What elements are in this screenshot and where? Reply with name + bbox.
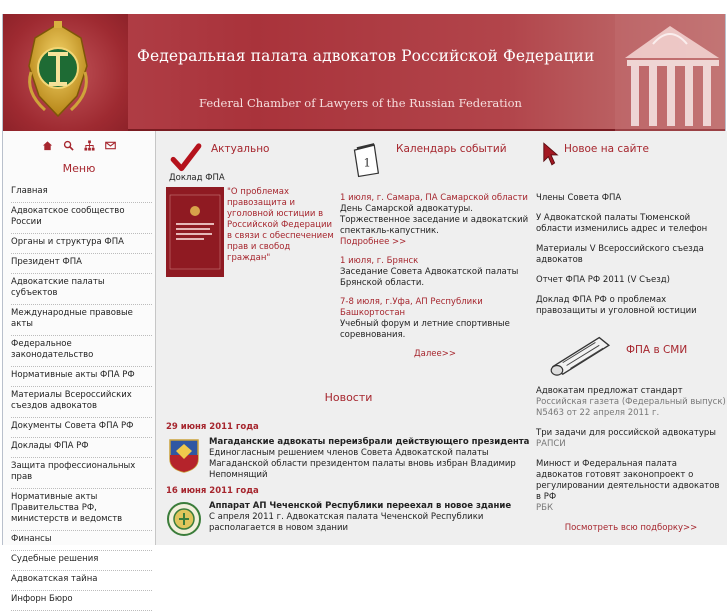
media-item-source: РАПСИ: [536, 439, 566, 449]
calendar-icon: [352, 139, 380, 181]
menu-title: Меню: [62, 162, 96, 175]
site-title-en: Federal Chamber of Lawyers of the Russian Federation: [199, 96, 522, 110]
calendar-more-link[interactable]: Далее>>: [414, 349, 456, 359]
sidebar-item-government-acts[interactable]: Нормативные акты Правительства РФ, министерств и ведомств: [11, 489, 152, 531]
latest-list: [536, 193, 726, 317]
sidebar-item-reports[interactable]: Доклады ФПА РФ: [11, 438, 152, 458]
sidebar-item-court-decisions[interactable]: Судебные решения: [11, 551, 152, 571]
sidebar-item-lawyer-secrecy[interactable]: Адвокатская тайна: [11, 571, 152, 591]
sidebar-item-council-documents[interactable]: Документы Совета ФПА РФ: [11, 418, 152, 438]
cursor-icon: [542, 141, 560, 167]
media-item-source: Российская газета (Федеральный выпуск) N5463 от 22 апреля 2011 г.: [536, 397, 726, 418]
event-item: [340, 256, 530, 289]
site-title-ru: Федеральная палата адвокатов Российской Федерации: [137, 47, 595, 65]
sidebar-item-finance[interactable]: Финансы: [11, 531, 152, 551]
event-text: День Самарской адвокатуры. Торжественное заседание и адвокатский спектакль-капустник.: [340, 204, 529, 236]
search-icon[interactable]: [63, 140, 74, 151]
latest-heading: Новое на сайте: [564, 143, 649, 155]
mail-icon[interactable]: [105, 140, 116, 151]
media-list: [536, 386, 726, 533]
sidebar-item-home[interactable]: Главная: [11, 183, 152, 203]
media-item: [536, 428, 726, 450]
media-item-title[interactable]: Три задачи для российской адвокатуры: [536, 428, 716, 438]
sidebar-menu: [3, 183, 155, 611]
sidebar-item-info-bureau[interactable]: Инфорн Бюро: [11, 591, 152, 611]
page: [2, 14, 726, 604]
story-date: 16 июня 2011 года: [166, 486, 259, 496]
media-item: [536, 459, 726, 514]
event-more-link[interactable]: Подробнее >>: [340, 237, 407, 247]
story-date: 29 июня 2011 года: [166, 422, 259, 432]
doc-label[interactable]: Доклад ФПА: [169, 173, 225, 183]
report-cover-image[interactable]: [166, 187, 224, 277]
event-text: Заседание Совета Адвокатской палаты Брянской области.: [340, 267, 519, 288]
latest-item[interactable]: У Адвокатской палаты Тюменской области изменились адрес и телефон: [536, 213, 708, 234]
event-date[interactable]: 7-8 июля, г.Уфа, АП Республики Башкортостан: [340, 297, 483, 318]
svg-text:1: 1: [363, 155, 371, 170]
latest-item[interactable]: Члены Совета ФПА: [536, 193, 622, 203]
news-section: [166, 391, 531, 542]
home-icon[interactable]: [42, 140, 53, 151]
checkmark-icon: [170, 143, 202, 173]
chechnya-chamber-seal-image[interactable]: [166, 501, 202, 537]
emblem-icon[interactable]: [21, 20, 95, 124]
sidebar-item-community[interactable]: Адвокатское сообщество России: [11, 203, 152, 234]
building-image: [615, 14, 725, 131]
sidebar-item-normative-acts[interactable]: Нормативные акты ФПА РФ: [11, 367, 152, 387]
content-area: [3, 131, 727, 604]
story-title[interactable]: Магаданские адвокаты переизбрали действующего президента: [209, 437, 530, 447]
sidebar-item-president[interactable]: Президент ФПА: [11, 254, 152, 274]
latest-section: [536, 131, 726, 533]
event-date[interactable]: 1 июля, г. Самара, ПА Самарской области: [340, 193, 528, 203]
actual-heading: Актуально: [211, 143, 270, 155]
story-title[interactable]: Аппарат АП Чеченской Республики переехал в новое здание: [209, 501, 512, 511]
news-story: [166, 486, 531, 537]
latest-item[interactable]: Доклад ФПА РФ о проблемах правозащиты и уголовной юстиции: [536, 295, 697, 316]
news-heading: Новости: [324, 391, 373, 404]
media-heading: ФПА в СМИ: [626, 344, 688, 356]
news-story: [166, 422, 531, 481]
media-item-title[interactable]: Минюст и Федеральная палата адвокатов готовят законопроект о регулировании деятельности адвокатов в РФ: [536, 459, 720, 502]
event-item: [340, 297, 530, 341]
media-more-link[interactable]: Посмотреть всю подборку>>: [564, 523, 698, 533]
latest-item[interactable]: Отчет ФПА РФ 2011 (V Съезд): [536, 275, 670, 285]
sidebar: [3, 131, 156, 604]
sidebar-item-rights-protection[interactable]: Защита профессиональных прав: [11, 458, 152, 489]
sitemap-icon[interactable]: [84, 140, 95, 151]
event-text: Учебный форум и летние спортивные соревнования.: [340, 319, 510, 340]
story-text: С апреля 2011 г. Адвокатская палата Чеченской Республики располагается в новом здании: [209, 512, 484, 533]
media-header: [536, 326, 726, 386]
event-item: [340, 193, 530, 248]
latest-item[interactable]: Материалы V Всероссийского съезда адвокатов: [536, 244, 704, 265]
event-date[interactable]: 1 июля, г. Брянск: [340, 256, 419, 266]
sidebar-item-congress-materials[interactable]: Материалы Всероссийских съездов адвокатов: [11, 387, 152, 418]
sidebar-item-structure[interactable]: Органы и структура ФПА: [11, 234, 152, 254]
sidebar-item-federal-legislation[interactable]: Федеральное законодательство: [11, 336, 152, 367]
doc-text[interactable]: в связи с обеспечением прав и свобод граждан": [227, 231, 334, 263]
quick-icons: [3, 131, 155, 155]
media-item-source: РБК: [536, 503, 553, 513]
calendar-section: [340, 131, 530, 359]
story-text: Единогласным решением членов Совета Адвокатской палаты Магаданской области президентом палаты вновь избран Владимир Непомнящий: [209, 448, 516, 480]
site-header: [3, 14, 725, 131]
sidebar-item-regional-chambers[interactable]: Адвокатские палаты субъектов: [11, 274, 152, 305]
media-item-title[interactable]: Адвокатам предложат стандарт: [536, 386, 683, 396]
media-item: [536, 386, 726, 419]
magadan-coat-of-arms-image[interactable]: [166, 437, 202, 473]
newspaper-icon: [546, 328, 616, 378]
sidebar-item-international-acts[interactable]: Международные правовые акты: [11, 305, 152, 336]
actual-section: [166, 131, 334, 277]
doc-link[interactable]: "О проблемах правозащита и уголовной юстиции в Российской Федерации: [227, 187, 333, 230]
calendar-heading: Календарь событий: [396, 143, 507, 155]
